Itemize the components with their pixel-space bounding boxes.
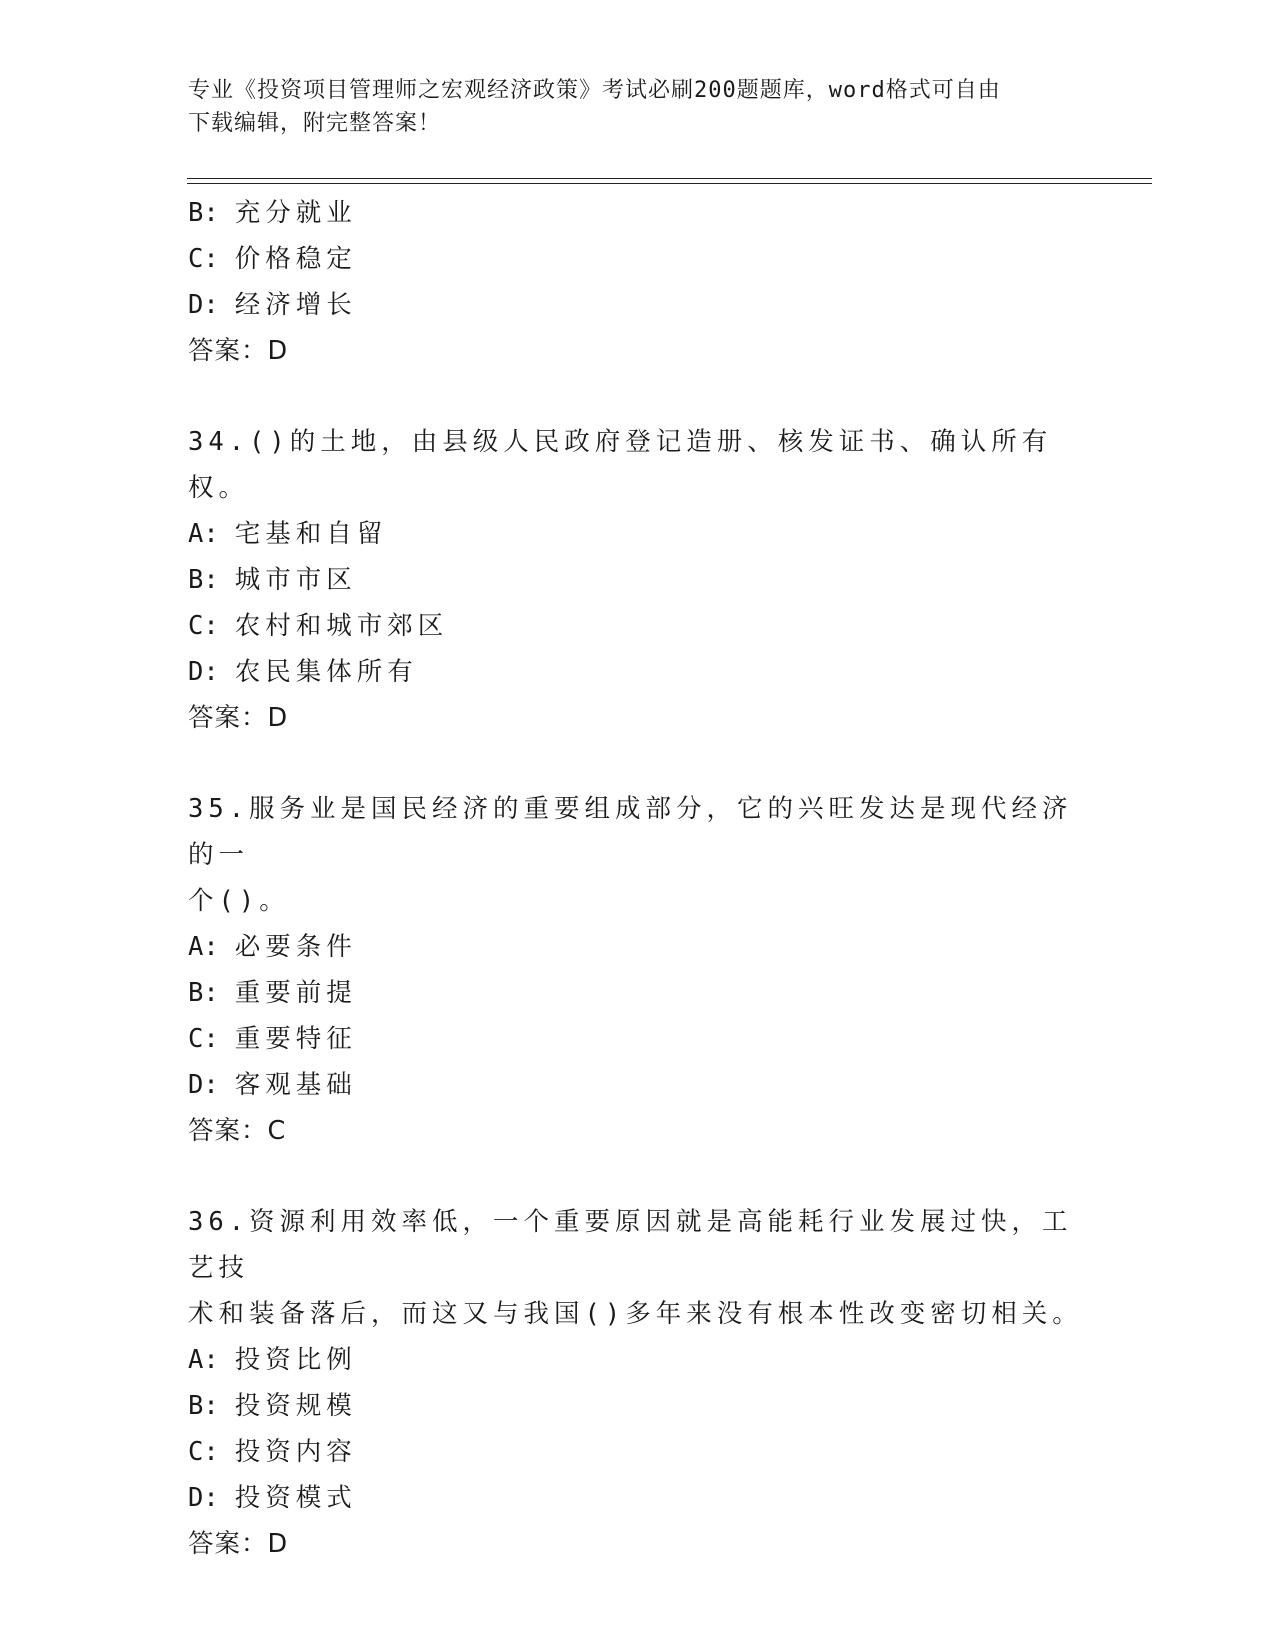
option-text: 充分就业 [234,198,357,228]
option-b [188,1383,1088,1429]
option-text: 价格稳定 [234,244,357,274]
option-label: B: [188,198,219,228]
option-d [188,1062,1088,1108]
spacer [188,741,1088,786]
option-label: A: [188,1345,219,1375]
option-text: 必要条件 [234,932,357,962]
answer: 答案：D [188,336,289,366]
question-text-line-2: 个()。 [188,886,290,916]
option-label: C: [188,244,219,274]
option-label: D: [188,290,219,320]
option-d [188,1475,1088,1521]
option-text: 农村和城市郊区 [234,611,449,641]
question-34 [188,419,1088,741]
option-text: 投资内容 [234,1437,357,1467]
option-b [188,970,1088,1016]
option-text: 重要特征 [234,1024,357,1054]
option-b [188,557,1088,603]
option-a [188,511,1088,557]
question-text-line-2: 术和装备落后，而这又与我国()多年来没有根本性改变密切相关。 [188,1299,1083,1329]
option-label: B: [188,565,219,595]
option-text: 投资比例 [234,1345,357,1375]
option-c [188,1429,1088,1475]
option-c [188,603,1088,649]
answer: 答案：C [188,1116,287,1146]
question-36 [188,1199,1088,1567]
question-text: 34.()的土地，由县级人民政府登记造册、核发证书、确认所有权。 [188,427,1053,503]
option-label: C: [188,1437,219,1467]
option-text: 城市市区 [234,565,357,595]
option-label: D: [188,1070,219,1100]
option-label: D: [188,1483,219,1513]
question-35 [188,786,1088,1154]
header-line-2: 下载编辑，附完整答案！ [188,111,442,136]
option-text: 农民集体所有 [234,657,418,687]
question-33 [188,190,1088,374]
option-label: C: [188,1024,219,1054]
option-d [188,282,1088,328]
option-text: 客观基础 [234,1070,357,1100]
option-a [188,924,1088,970]
option-label: A: [188,932,219,962]
option-b [188,190,1088,236]
spacer [188,374,1088,419]
header-divider-top [187,178,1152,179]
option-c [188,1016,1088,1062]
option-text: 投资模式 [234,1483,357,1513]
option-d [188,649,1088,695]
question-text-line-1: 35.服务业是国民经济的重要组成部分，它的兴旺发达是现代经济的一 [188,794,1073,870]
answer: 答案：D [188,703,289,733]
option-label: C: [188,611,219,641]
option-c [188,236,1088,282]
option-label: B: [188,978,219,1008]
option-text: 重要前提 [234,978,357,1008]
option-label: D: [188,657,219,687]
option-text: 投资规模 [234,1391,357,1421]
question-list [188,190,1088,1567]
option-text: 宅基和自留 [234,519,388,549]
option-label: B: [188,1391,219,1421]
option-label: A: [188,519,219,549]
spacer [188,1154,1088,1199]
header-line-1: 专业《投资项目管理师之宏观经济政策》考试必刷200题题库，word格式可自由 [188,78,1001,103]
answer: 答案：D [188,1529,289,1559]
option-a [188,1337,1088,1383]
question-text-line-1: 36.资源利用效率低，一个重要原因就是高能耗行业发展过快，工艺技 [188,1207,1073,1283]
option-text: 经济增长 [234,290,357,320]
document-header [188,74,1088,140]
header-divider-bottom [187,183,1152,184]
